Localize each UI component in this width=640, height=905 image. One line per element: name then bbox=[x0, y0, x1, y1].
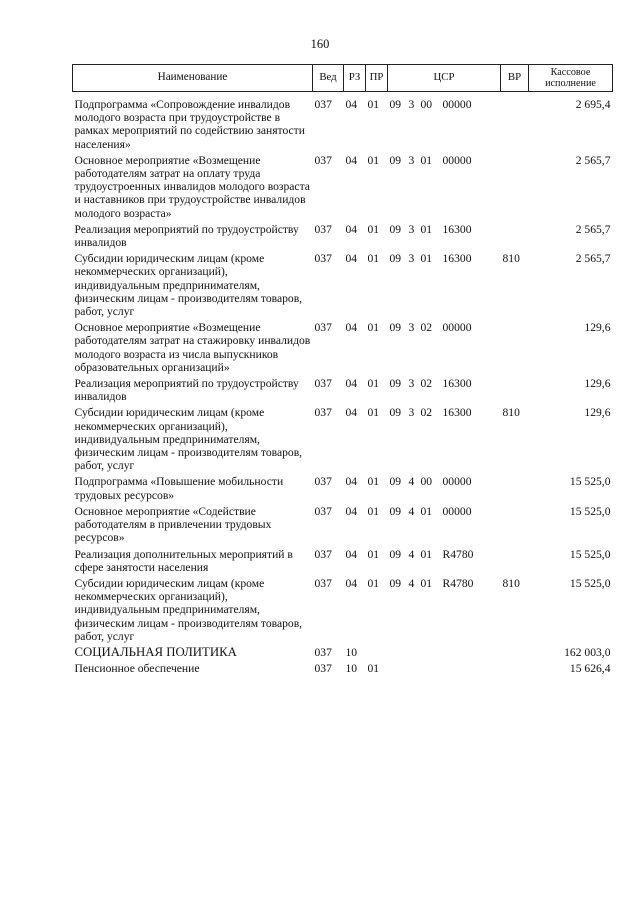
row-pr: 01 bbox=[367, 504, 380, 518]
row-name: Субсидии юридическим лицам (кроме некоммерческих организаций), индивидуальным предпринимателям, физическим лицам - производителям товаров, работ, услуг bbox=[74, 252, 303, 319]
row-csr bbox=[388, 662, 501, 678]
csr-part: 01 bbox=[420, 576, 433, 590]
csr-part: 09 bbox=[389, 252, 402, 266]
row-rz: 10 bbox=[345, 662, 358, 676]
row-rz: 04 bbox=[345, 321, 358, 335]
csr-part: 3 bbox=[408, 252, 415, 266]
csr-part: 3 bbox=[408, 98, 415, 111]
row-name: Реализация дополнительных мероприятий в сфере занятости населения bbox=[74, 547, 293, 574]
csr-part: 01 bbox=[420, 153, 433, 167]
row-rz: 10 bbox=[345, 645, 358, 659]
row-csr bbox=[388, 406, 501, 475]
row-vr bbox=[501, 154, 529, 223]
page-number: 160 bbox=[310, 37, 330, 51]
csr-part: 3 bbox=[408, 321, 415, 335]
table-row bbox=[73, 475, 613, 504]
row-sum: 15 525,0 bbox=[569, 547, 611, 561]
row-ved: 037 bbox=[314, 576, 332, 590]
row-name: Субсидии юридическим лицам (кроме некоммерческих организаций), индивидуальным предпринимателям, физическим лицам - производителям товаров, работ, услуг bbox=[74, 576, 303, 643]
csr-part: 16300 bbox=[442, 377, 472, 391]
header-pr: ПР bbox=[366, 65, 388, 92]
row-sum: 15 626,4 bbox=[569, 662, 611, 676]
csr-part: 01 bbox=[420, 222, 433, 236]
row-name: Субсидии юридическим лицам (кроме некоммерческих организаций), индивидуальным предпринимателям, физическим лицам - производителям товаров, работ, услуг bbox=[74, 406, 303, 473]
row-name: Реализация мероприятий по трудоустройству инвалидов bbox=[74, 222, 299, 250]
row-csr bbox=[388, 321, 501, 377]
row-sum: 2 565,7 bbox=[575, 222, 611, 236]
csr-part: 3 bbox=[408, 222, 415, 236]
row-sum: 129,6 bbox=[584, 321, 611, 335]
row-name: Реализация мероприятий по трудоустройству инвалидов bbox=[74, 377, 299, 404]
row-sum: 15 525,0 bbox=[569, 576, 611, 590]
csr-part: 09 bbox=[389, 153, 402, 167]
csr-part: 02 bbox=[420, 377, 433, 391]
row-ved: 037 bbox=[314, 662, 332, 676]
row-vr bbox=[501, 223, 529, 252]
budget-table bbox=[72, 64, 613, 678]
table-row bbox=[73, 223, 613, 252]
row-rz: 04 bbox=[345, 547, 358, 561]
row-pr: 01 bbox=[367, 662, 380, 676]
csr-part: R4780 bbox=[442, 547, 474, 561]
csr-part: R4780 bbox=[442, 576, 474, 590]
row-rz: 04 bbox=[345, 377, 358, 391]
row-csr bbox=[388, 577, 501, 646]
row-sum: 129,6 bbox=[584, 406, 611, 420]
table-row bbox=[73, 577, 613, 646]
row-pr: 01 bbox=[367, 321, 380, 335]
row-pr: 01 bbox=[367, 252, 380, 266]
row-rz: 04 bbox=[345, 576, 358, 590]
csr-part: 3 bbox=[408, 153, 415, 167]
row-vr bbox=[501, 662, 529, 678]
row-ved: 037 bbox=[314, 252, 332, 266]
csr-part: 09 bbox=[389, 547, 402, 561]
row-ved: 037 bbox=[314, 547, 332, 561]
row-pr: 01 bbox=[367, 222, 380, 236]
row-vr bbox=[501, 475, 529, 504]
row-sum: 129,6 bbox=[584, 377, 611, 391]
csr-part: 4 bbox=[408, 504, 415, 518]
csr-part: 00 bbox=[420, 475, 433, 489]
row-rz: 04 bbox=[345, 406, 358, 420]
row-name: Пенсионное обеспечение bbox=[74, 662, 200, 676]
row-csr bbox=[388, 92, 501, 154]
header-vr: ВР bbox=[501, 65, 529, 92]
csr-part: 01 bbox=[420, 504, 433, 518]
row-name: Подпрограмма «Сопровождение инвалидов молодого возраста при трудоустройстве в рамках мероприятий по содействию занятости населения» bbox=[74, 98, 305, 151]
csr-part: 09 bbox=[389, 222, 402, 236]
row-sum: 2 565,7 bbox=[575, 153, 611, 167]
row-ved: 037 bbox=[314, 645, 332, 659]
row-rz: 04 bbox=[345, 475, 358, 489]
csr-part: 00000 bbox=[442, 504, 472, 518]
row-vr bbox=[501, 321, 529, 377]
table-row bbox=[73, 646, 613, 662]
row-sum: 162 003,0 bbox=[564, 645, 611, 659]
row-csr bbox=[388, 646, 501, 662]
header-csr: ЦСР bbox=[388, 65, 501, 92]
row-pr: 01 bbox=[367, 576, 380, 590]
csr-part: 16300 bbox=[442, 252, 472, 266]
table-row bbox=[73, 505, 613, 548]
row-rz: 04 bbox=[345, 98, 358, 111]
row-pr: 01 bbox=[367, 547, 380, 561]
row-rz: 04 bbox=[345, 222, 358, 236]
csr-part: 02 bbox=[420, 321, 433, 335]
csr-part: 09 bbox=[389, 98, 402, 111]
row-csr bbox=[388, 548, 501, 577]
row-rz: 04 bbox=[345, 504, 358, 518]
table-row bbox=[73, 406, 613, 475]
row-pr: 01 bbox=[367, 406, 380, 420]
row-vr: 810 bbox=[502, 252, 520, 266]
row-rz: 04 bbox=[345, 153, 358, 167]
csr-part: 3 bbox=[408, 406, 415, 420]
row-ved: 037 bbox=[314, 222, 332, 236]
row-name: Основное мероприятие «Содействие работодателям в привлечении трудовых ресурсов» bbox=[74, 504, 272, 545]
row-pr: 01 bbox=[367, 475, 380, 489]
table-row bbox=[73, 377, 613, 406]
row-sum: 2 565,7 bbox=[575, 252, 611, 266]
row-ved: 037 bbox=[314, 406, 332, 420]
row-sum: 15 525,0 bbox=[569, 504, 611, 518]
header-sum: Кассовое исполнение bbox=[529, 65, 613, 92]
csr-part: 09 bbox=[389, 321, 402, 335]
row-csr bbox=[388, 377, 501, 406]
header-ved: Вед bbox=[313, 65, 344, 92]
csr-part: 00000 bbox=[442, 321, 472, 335]
row-name: СОЦИАЛЬНАЯ ПОЛИТИКА bbox=[74, 644, 237, 659]
csr-part: 09 bbox=[389, 406, 402, 420]
csr-part: 01 bbox=[420, 252, 433, 266]
table-body bbox=[73, 92, 613, 679]
row-csr bbox=[388, 475, 501, 504]
csr-part: 3 bbox=[408, 377, 415, 391]
table-row bbox=[73, 252, 613, 321]
row-name: Основное мероприятие «Возмещение работодателям затрат на стажировку инвалидов молодого возраста из числа выпускников образовательных организаций» bbox=[74, 321, 311, 374]
header-rz: РЗ bbox=[344, 65, 366, 92]
row-ved: 037 bbox=[314, 475, 332, 489]
csr-part: 16300 bbox=[442, 406, 472, 420]
csr-part: 09 bbox=[389, 504, 402, 518]
row-csr bbox=[388, 252, 501, 321]
csr-part: 09 bbox=[389, 475, 402, 489]
csr-part: 01 bbox=[420, 547, 433, 561]
row-vr bbox=[501, 92, 529, 154]
row-ved: 037 bbox=[314, 504, 332, 518]
row-vr: 810 bbox=[502, 576, 520, 590]
row-pr: 01 bbox=[367, 98, 380, 111]
row-ved: 037 bbox=[314, 98, 332, 111]
table-row bbox=[73, 92, 613, 154]
row-rz: 04 bbox=[345, 252, 358, 266]
row-sum: 15 525,0 bbox=[569, 475, 611, 489]
csr-part: 02 bbox=[420, 406, 433, 420]
csr-part: 00000 bbox=[442, 475, 472, 489]
csr-part: 00000 bbox=[442, 153, 472, 167]
row-name: Подпрограмма «Повышение мобильности трудовых ресурсов» bbox=[74, 475, 284, 502]
table-row bbox=[73, 548, 613, 577]
row-csr bbox=[388, 223, 501, 252]
row-vr: 810 bbox=[502, 406, 520, 420]
row-pr bbox=[366, 646, 388, 662]
csr-part: 4 bbox=[408, 475, 415, 489]
csr-part: 4 bbox=[408, 547, 415, 561]
row-name: Основное мероприятие «Возмещение работодателям затрат на оплату труда трудоустроенных инвалидов молодого возраста и наставников при трудоустройстве инвалидов молодого возраста» bbox=[74, 153, 310, 220]
table-header-row bbox=[73, 65, 613, 92]
row-pr: 01 bbox=[367, 153, 380, 167]
csr-part: 00 bbox=[420, 98, 433, 111]
row-csr bbox=[388, 154, 501, 223]
row-vr bbox=[501, 377, 529, 406]
csr-part: 00000 bbox=[442, 98, 472, 111]
row-sum: 2 695,4 bbox=[575, 98, 611, 111]
row-vr bbox=[501, 646, 529, 662]
row-csr bbox=[388, 505, 501, 548]
row-ved: 037 bbox=[314, 377, 332, 391]
table-row bbox=[73, 154, 613, 223]
csr-part: 4 bbox=[408, 576, 415, 590]
row-ved: 037 bbox=[314, 153, 332, 167]
row-vr bbox=[501, 505, 529, 548]
table-row bbox=[73, 321, 613, 377]
row-pr: 01 bbox=[367, 377, 380, 391]
row-ved: 037 bbox=[314, 321, 332, 335]
csr-part: 16300 bbox=[442, 222, 472, 236]
csr-part: 09 bbox=[389, 377, 402, 391]
header-name: Наименование bbox=[73, 65, 313, 92]
row-vr bbox=[501, 548, 529, 577]
csr-part: 09 bbox=[389, 576, 402, 590]
table-row bbox=[73, 662, 613, 678]
